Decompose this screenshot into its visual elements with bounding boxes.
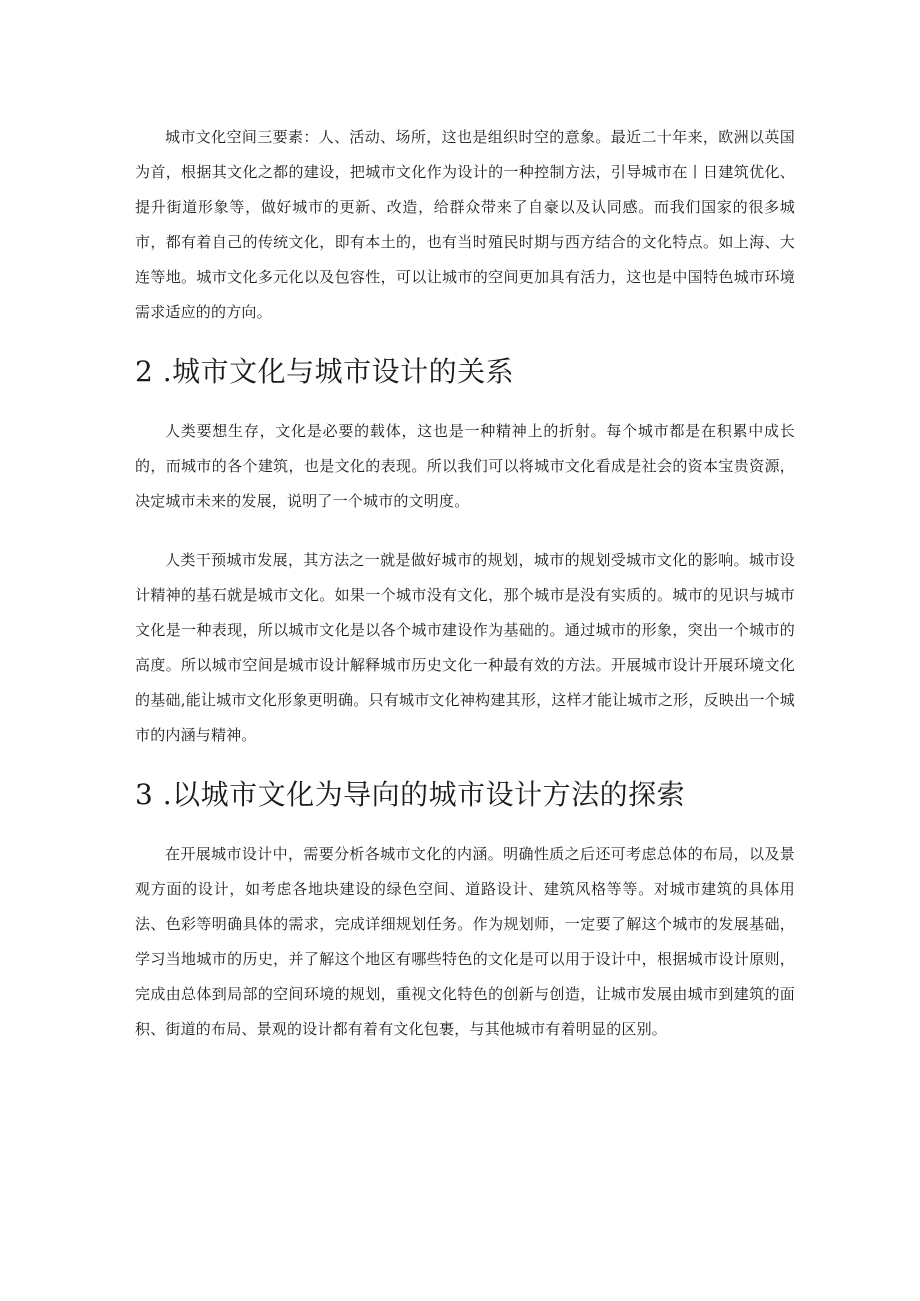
paragraph-urban-planning: 人类干预城市发展，其方法之一就是做好城市的规划，城市的规划受城市文化的影响。城市设计精神的基石就是城市文化。如果一个城市没有文化，那个城市是没有实质的。城市的见识与城市文化是一种表现，所以城市文化是以各个城市建设作为基础的。通过城市的形象，突出一个城市的高度。所以城市空间是城市设计解释城市历史文化一种最有效的方法。开展城市设计开展环境文化的基础,能让城市文化形象更明确。只有城市文化神构建其形，这样才能让城市之形，反映出一个城市的内涵与精神。 [135, 551, 795, 744]
document-body [135, 120, 795, 1047]
section-heading-2: 2 .城市文化与城市设计的关系 [135, 355, 515, 388]
section-heading-3: 3 .以城市文化为导向的城市设计方法的探索 [135, 778, 686, 811]
paragraph-urban-culture-space: 城市文化空间三要素：人、活动、场所，这也是组织时空的意象。最近二十年来，欧洲以英国为首，根据其文化之都的建设，把城市文化作为设计的一种控制方法，引导城市在丨日建筑优化、提升街道形象等，做好城市的更新、改造，给群众带来了自豪以及认同感。而我们国家的很多城市，都有着自己的传统文化，即有本土的，也有当时殖民时期与西方结合的文化特点。如上海、大连等地。城市文化多元化以及包容性，可以让城市的空间更加具有活力，这也是中国特色城市环境需求适应的的方向。 [135, 128, 795, 321]
paragraph-culture-carrier: 人类要想生存，文化是必要的载体，这也是一种精神上的折射。每个城市都是在积累中成长的，而城市的各个建筑，也是文化的表现。所以我们可以将城市文化看成是社会的资本宝贵资源，决定城市未来的发展，说明了一个城市的文明度。 [135, 422, 795, 510]
paragraph-design-method: 在开展城市设计中，需要分析各城市文化的内涵。明确性质之后还可考虑总体的布局，以及景观方面的设计，如考虑各地块建设的绿色空间、道路设计、建筑风格等等。对城市建筑的具体用法、色彩等明确具体的需求，完成详细规划任务。作为规划师，一定要了解这个城市的发展基础，学习当地城市的历史，并了解这个地区有哪些特色的文化是可以用于设计中，根据城市设计原则，完成由总体到局部的空间环境的规划，重视文化特色的创新与创造，让城市发展由城市到建筑的面积、街道的布局、景观的设计都有着有文化包裹，与其他城市有着明显的区别。 [135, 845, 795, 1038]
